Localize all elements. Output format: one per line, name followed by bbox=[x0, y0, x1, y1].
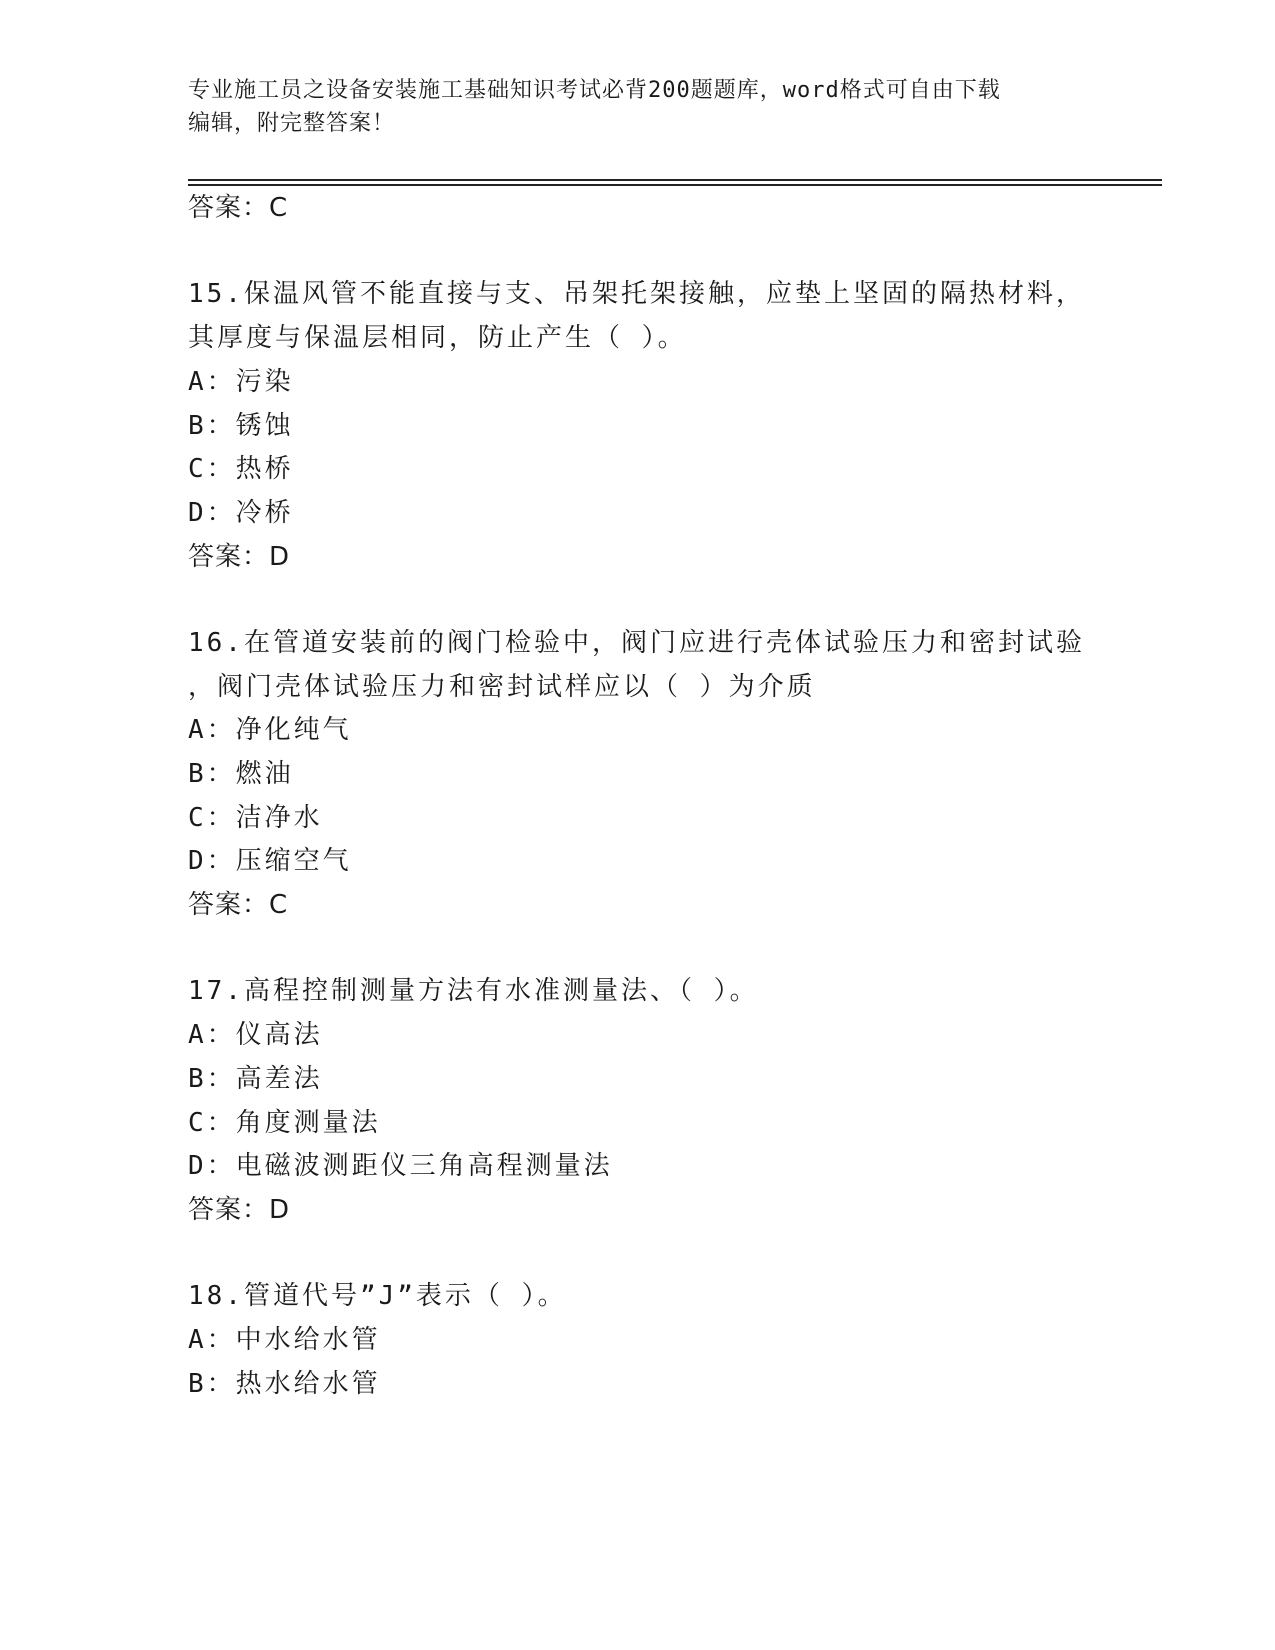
question-16-option-d: D：压缩空气 bbox=[188, 846, 352, 876]
question-16-stem-line-2: ，阀门壳体试验压力和密封试样应以（ ）为介质 bbox=[188, 672, 816, 702]
question-15-stem-line-1: 15.保温风管不能直接与支、吊架托架接触，应垫上坚固的隔热材料， bbox=[188, 279, 1085, 309]
question-17-option-c: C：角度测量法 bbox=[188, 1108, 381, 1138]
question-18-stem-line-1: 18.管道代号”J”表示（ ）。 bbox=[188, 1281, 567, 1311]
question-18-option-a: A：中水给水管 bbox=[188, 1325, 381, 1355]
question-16-option-a: A：净化纯气 bbox=[188, 715, 352, 745]
question-17-stem-line-1: 17.高程控制测量方法有水准测量法、（ ）。 bbox=[188, 976, 759, 1006]
question-16-option-b: B：燃油 bbox=[188, 759, 294, 789]
question-15-option-c: C：热桥 bbox=[188, 454, 294, 484]
header-divider-top bbox=[188, 179, 1162, 181]
header-title-line-2: 编辑，附完整答案！ bbox=[188, 111, 396, 136]
header-title-line-1: 专业施工员之设备安装施工基础知识考试必背200题题库，word格式可自由下载 bbox=[188, 78, 1001, 103]
question-17-option-b: B：高差法 bbox=[188, 1064, 323, 1094]
question-15-stem-line-2: 其厚度与保温层相同，防止产生（ ）。 bbox=[188, 323, 687, 353]
question-16-stem-line-1: 16.在管道安装前的阀门检验中，阀门应进行壳体试验压力和密封试验 bbox=[188, 628, 1085, 658]
document-header bbox=[188, 74, 1088, 140]
question-17-option-a: A：仪高法 bbox=[188, 1020, 323, 1050]
question-16-option-c: C：洁净水 bbox=[188, 803, 323, 833]
header-divider-bottom bbox=[188, 184, 1162, 186]
question-15-option-a: A：污染 bbox=[188, 367, 294, 397]
question-15-option-b: B：锈蚀 bbox=[188, 411, 294, 441]
previous-answer: 答案：C bbox=[188, 193, 289, 223]
question-17-option-d: D：电磁波测距仪三角高程测量法 bbox=[188, 1151, 613, 1181]
question-17-answer: 答案：D bbox=[188, 1195, 291, 1225]
question-15-answer: 答案：D bbox=[188, 542, 291, 572]
question-18-option-b: B：热水给水管 bbox=[188, 1369, 381, 1399]
question-15-option-d: D：冷桥 bbox=[188, 498, 294, 528]
question-16-answer: 答案：C bbox=[188, 890, 289, 920]
